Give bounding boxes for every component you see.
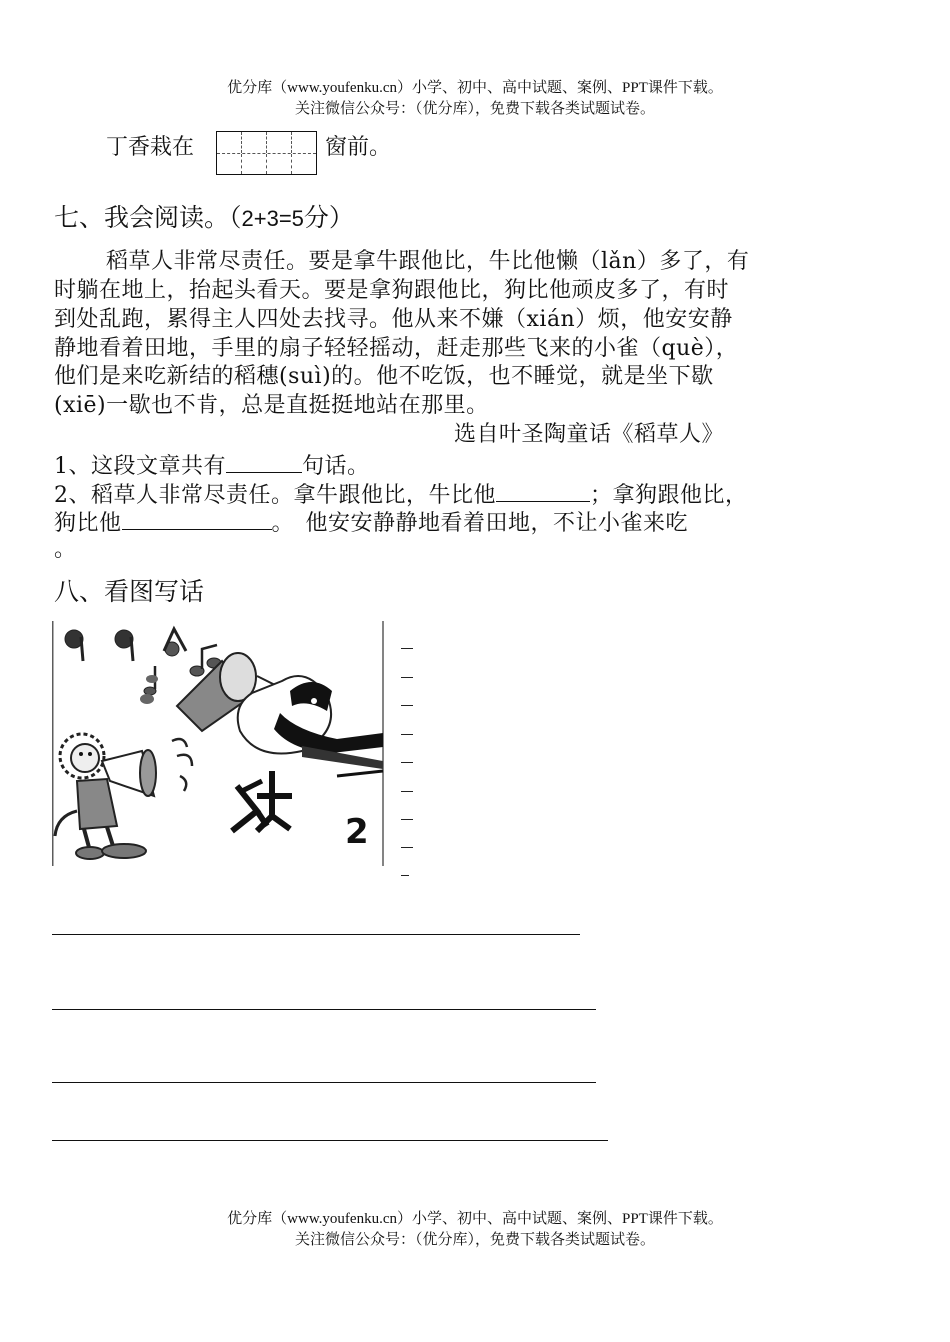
dash-mark [401,762,413,763]
dash-mark [401,734,413,735]
dash-mark [401,705,413,706]
picture-lion-and-magpie [52,621,384,866]
writing-line[interactable] [52,1140,608,1141]
dash-mark [401,819,413,820]
header-line-1: 优分库（www.youfenku.cn）小学、初中、高中试题、案例、PPT课件下载。 [227,80,723,96]
passage-line-2: 时躺在地上，抬起头看天。要是拿狗跟他比，狗比他顽皮多了，有时 [54,278,730,303]
passage-line-3: 到处乱跑，累得主人四处去找寻。他从来不嫌（xián）烦，他安安静 [54,307,733,332]
section7-score: 2+3=5 [241,206,304,231]
question-1 [54,450,854,481]
top-sentence-before: 丁香栽在 [106,135,195,160]
q2-line2-after: 。 他安安静静地看着田地，不让小雀来吃 [271,511,689,536]
question-2-line-2 [54,507,854,538]
header-line-2: 关注微信公众号：（优分库），免费下载各类试题试卷。 [294,101,655,117]
top-sentence-after: 窗前。 [325,135,392,160]
section7-title-text: 七、我会阅读。（ [54,203,242,232]
section7-title-end: 分） [303,203,354,232]
question-2-line-1 [54,479,854,510]
q2-line2-before: 狗比他 [54,511,122,536]
writing-line[interactable] [52,1082,596,1083]
passage-line-4: 静地看着田地，手里的扇子轻轻摇动，赶走那些飞来的小雀（què）， [54,336,739,361]
dash-mark [401,875,409,876]
q1-before: 1、这段文章共有 [54,454,226,479]
writing-line[interactable] [52,934,580,935]
q1-after: 句话。 [302,454,370,479]
q1-answer-blank[interactable] [226,450,302,473]
passage-line-5: 他们是来吃新结的稻穗(suì)的。他不吃饭，也不睡觉，就是坐下歇 [54,364,714,389]
passage-line-1: 稻草人非常尽责任。要是拿牛跟他比，牛比他懒（lǎn）多了，有 [106,249,750,274]
dash-mark [401,847,413,848]
q2-answer-blank-1[interactable] [496,479,590,502]
q2-answer-blank-2[interactable] [122,507,272,530]
section8-title: 八、看图写话 [54,577,205,606]
footer-line-1: 优分库（www.youfenku.cn）小学、初中、高中试题、案例、PPT课件下载。 [227,1211,723,1227]
passage-source: 选自叶圣陶童话《稻草人》 [454,422,725,447]
q2-mid: ；拿狗跟他比， [590,483,748,508]
passage-line-6: (xiē)一歇也不肯，总是直挺挺地站在那里。 [54,393,489,418]
q2-before: 2、稻草人非常尽责任。拿牛跟他比，牛比他 [54,483,496,508]
dash-mark [401,791,413,792]
footer-line-2: 关注微信公众号：（优分库），免费下载各类试题试卷。 [294,1232,655,1248]
dash-mark [401,677,413,678]
picture-number: 2 [345,812,369,852]
dash-mark [401,648,413,649]
writing-grid[interactable] [216,131,317,175]
question-2-line-3: 。 [54,537,77,562]
section7-title [54,202,354,235]
writing-line[interactable] [52,1009,596,1010]
